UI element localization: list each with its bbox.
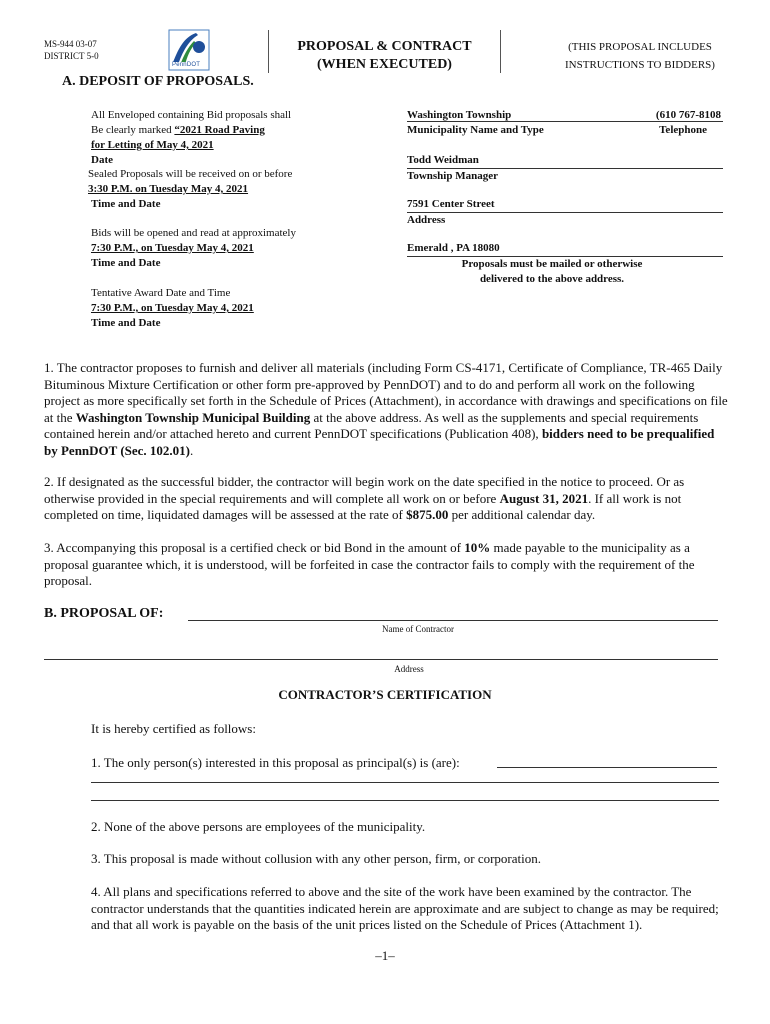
certification-item-1: 1. The only person(s) interested in this proposal as principal(s) is (are): (91, 755, 460, 770)
marking-value-2: for Letting of May 4, 2021 (91, 139, 214, 151)
mail-note-line-2: delivered to the above address. (479, 273, 625, 285)
award-line: Tentative Award Date and Time (91, 287, 231, 299)
city-value: Emerald , PA 18080 (407, 241, 723, 257)
document-title (272, 38, 497, 74)
street-block (407, 197, 723, 228)
time-date-label-1: Time and Date (91, 198, 161, 210)
manager-value: Todd Weidman (407, 153, 723, 169)
paragraph-1 (44, 360, 728, 459)
enveloped-line-1: All Enveloped containing Bid proposals shall (91, 109, 292, 121)
instructions-note (540, 38, 740, 74)
certification-item-2: 2. None of the above persons are employees of the municipality. (91, 819, 426, 834)
opened-value: 7:30 P.M., on Tuesday May 4, 2021 (91, 242, 254, 254)
city-block (407, 241, 723, 257)
certification-item-4: 4. All plans and specifications referred to above and the site of the work have been examined by the contractor. The contractor understands that the quantities indicated herein are approximate and are subject to change as may be required; and that all work is payable on the basis of the unit prices listed on the Schedule of Prices (Attachment 1). (91, 884, 719, 932)
certification-item-3: 3. This proposal is made without collusion with any other person, firm, or corporation. (91, 851, 541, 866)
telephone-value: (610 767-8108 (655, 109, 721, 121)
municipality-value: Washington Township (407, 109, 512, 121)
form-code: MS-944 03-07 (44, 39, 97, 49)
p1-municipal-building: Washington Township Municipal Building (75, 409, 311, 425)
principal-field-2[interactable] (91, 782, 719, 783)
header-divider-left (268, 30, 269, 73)
municipality-label: Municipality Name and Type (407, 124, 544, 136)
time-date-label-2: Time and Date (91, 257, 161, 269)
enveloped-prefix: Be clearly marked (91, 124, 175, 136)
enveloped-line-2 (91, 123, 371, 138)
contractor-name-field[interactable] (188, 620, 718, 621)
contractor-name-label: Name of Contractor (382, 624, 454, 634)
p1-text-a: 1. The contractor proposes to furnish and deliver all materials (including Form CS-4171, Certificate of Compliance, TR-465 Daily Bituminous Mixture Certification or other form pre-approved by PennDOT) and to do and perform all work on the following project as more specifically set forth in the Schedule of Prices (Attachment), in accordance with drawings and specifications on file at the (44, 360, 728, 425)
header-divider-right (500, 30, 501, 73)
p2-text-a: 2. If designated as the successful bidder, the contractor will begin work on the date specified in the notice to proceed. Or as otherwise provided in the special requirements and will complete all work on or before (44, 474, 685, 506)
section-a-heading: A. DEPOSIT OF PROPOSALS. (62, 74, 254, 89)
paragraph-3 (44, 540, 728, 590)
p2-damages-rate: $875.00 (406, 507, 449, 522)
p3-bond-percent: 10% (464, 540, 491, 555)
certification-intro: It is hereby certified as follows: (91, 721, 256, 736)
title-line-2: (WHEN EXECUTED) (317, 57, 452, 72)
page-number: –1– (375, 948, 395, 963)
note-line-2: INSTRUCTIONS TO BIDDERS) (565, 59, 715, 71)
penndot-logo (168, 29, 210, 71)
deposit-left-column (91, 108, 371, 168)
manager-label: Township Manager (407, 170, 498, 182)
paragraph-2 (44, 474, 728, 524)
mail-note (407, 257, 697, 287)
municipality-labels (407, 123, 723, 138)
award-block (91, 286, 371, 331)
address-label: Address (407, 214, 446, 226)
district-label: DISTRICT 5-0 (44, 51, 99, 61)
contractor-address-label: Address (394, 664, 424, 674)
date-label: Date (91, 154, 113, 166)
p3-text-a: 3. Accompanying this proposal is a certified check or bid Bond in the amount of (44, 540, 465, 555)
opened-line: Bids will be opened and read at approximately (91, 227, 296, 239)
p2-completion-date: August 31, 2021 (499, 490, 589, 506)
sealed-line: Sealed Proposals will be received on or before (88, 168, 293, 180)
mail-note-line-1: Proposals must be mailed or otherwise (461, 258, 643, 270)
note-line-1: (THIS PROPOSAL INCLUDES (568, 41, 712, 53)
opened-block (91, 226, 371, 271)
title-line-1: PROPOSAL & CONTRACT (297, 39, 472, 54)
sealed-value: 3:30 P.M. on Tuesday May 4, 2021 (88, 183, 249, 195)
time-date-label-3: Time and Date (91, 317, 161, 329)
municipality-row (407, 108, 723, 123)
principal-field-3[interactable] (91, 800, 719, 801)
manager-block (407, 153, 723, 184)
p3-text-b: made payable to the municipality as a proposal guarantee which, it is understood, will be forfeited in case the contractor fails to comply with the requirement of the proposal. (44, 540, 695, 588)
logo-text: PennDOT (172, 62, 201, 68)
certification-title: CONTRACTOR’S CERTIFICATION (278, 687, 492, 702)
contractor-address-field[interactable] (44, 659, 718, 660)
p2-text-c: per additional calendar day. (448, 507, 596, 522)
p1-text-c: . (190, 442, 194, 458)
street-value: 7591 Center Street (407, 197, 723, 213)
principal-field-1[interactable] (497, 767, 717, 768)
marking-value-1: “2021 Road Paving (174, 124, 265, 136)
p2-text-b: . If all work is not completed on time, liquidated damages will be assessed at the rate of (44, 490, 682, 522)
telephone-label: Telephone (659, 124, 707, 136)
p1-prequalified: bidders need to be prequalified by PennDOT (Sec. 102.01) (44, 426, 715, 458)
section-b-heading: B. PROPOSAL OF: (44, 606, 164, 621)
p1-text-b: at the above address. As well as the supplements and special requirements contained herein and/or attached hereto and current PennDOT specifications (Publication 408), (44, 409, 699, 441)
award-value: 7:30 P.M., on Tuesday May 4, 2021 (91, 302, 254, 314)
sealed-block (88, 167, 368, 212)
